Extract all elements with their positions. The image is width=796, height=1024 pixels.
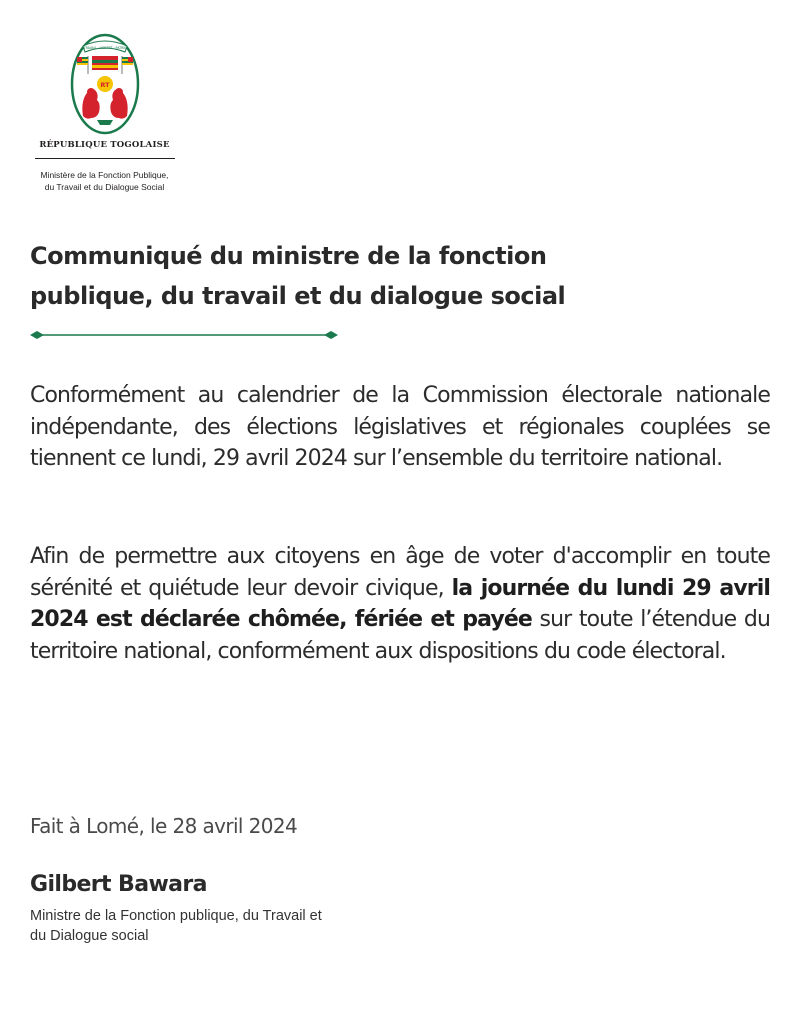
republic-label: RÉPUBLIQUE TOGOLAISE xyxy=(39,140,170,150)
paragraph-2 xyxy=(30,541,770,667)
ministry-line-1: Ministère de la Fonction Publique, xyxy=(40,170,169,180)
signer-title-line-2: du Dialogue social xyxy=(30,928,149,944)
togo-coat-of-arms-icon xyxy=(69,32,141,136)
header-rule xyxy=(35,158,175,159)
ministry-line-2: du Travail et du Dialogue Social xyxy=(44,182,165,192)
diamond-rule-icon xyxy=(30,328,338,342)
signer-name: Gilbert Bawara xyxy=(30,872,207,897)
paragraph-2-start: Afin de permettre aux citoyens en âge de voter d'accomplir en toute sérénité et quiétude leur devoir civique, xyxy=(30,544,770,601)
svg-text:RT: RT xyxy=(99,81,110,89)
letterhead xyxy=(22,32,187,193)
page-title xyxy=(30,236,750,316)
signer-title-line-1: Ministre de la Fonction publique, du Travail et xyxy=(30,908,322,924)
ministry-label xyxy=(22,169,187,193)
paragraph-2-end: sur toute l’étendue du territoire national, conformément aux dispositions du code électoral. xyxy=(30,607,771,664)
svg-text:TRAVAIL · LIBERTÉ · PATRIE: TRAVAIL · LIBERTÉ · PATRIE xyxy=(83,46,126,50)
title-line-2: publique, du travail et du dialogue social xyxy=(30,282,566,310)
paragraph-2-emphasis: la journée du lundi 29 avril 2024 est déclarée chômée, fériée et payée xyxy=(30,575,770,632)
title-line-1: Communiqué du ministre de la fonction xyxy=(30,242,547,270)
place-date: Fait à Lomé, le 28 avril 2024 xyxy=(30,814,298,838)
signer-title xyxy=(30,906,450,946)
paragraph-1: Conformément au calendrier de la Commission électorale nationale indépendante, des élections législatives et régionales couplées se tiennent ce lundi, 29 avril 2024 sur l’ensemble du territoire national. xyxy=(30,383,770,471)
